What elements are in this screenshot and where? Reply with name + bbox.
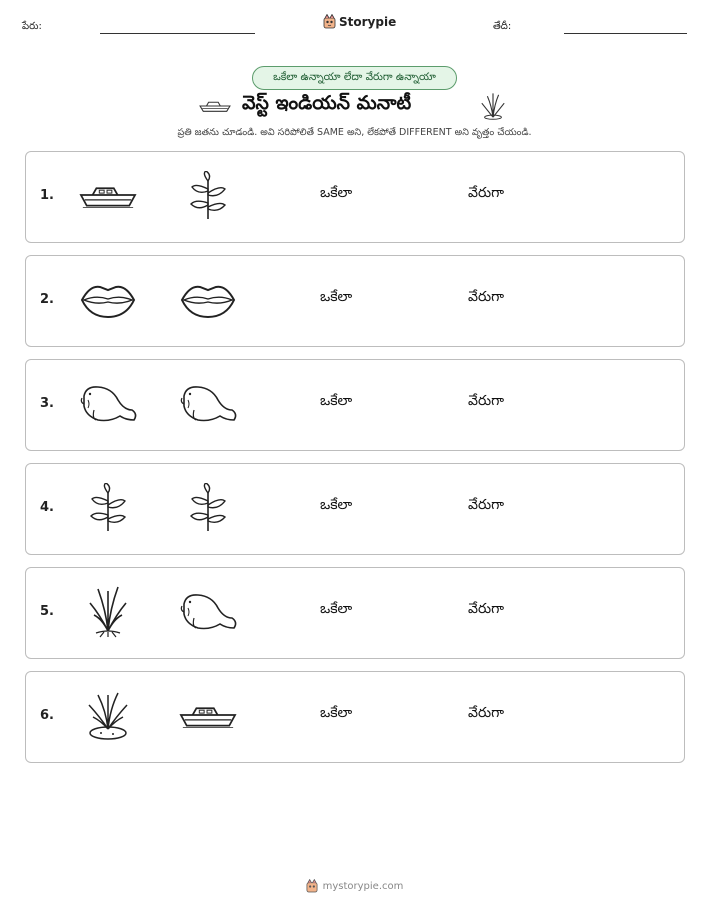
brand <box>323 14 396 29</box>
page-title: వెస్ట్ ఇండియన్ మనాటీ <box>242 92 412 114</box>
storypie-logo-icon <box>323 14 336 29</box>
same-option[interactable]: ఒకేలా <box>320 497 353 513</box>
activity-type-pill: ఒకేలా ఉన్నాయా లేదా వేరుగా ఉన్నాయా <box>252 66 457 90</box>
boat-icon <box>178 688 238 744</box>
footer-url[interactable]: mystorypie.com <box>322 880 404 892</box>
same-option[interactable]: ఒకేలా <box>320 601 353 617</box>
boat-icon <box>78 168 138 224</box>
different-option[interactable]: వేరుగా <box>468 497 504 513</box>
different-option[interactable]: వేరుగా <box>468 289 504 305</box>
different-option[interactable]: వేరుగా <box>468 185 504 201</box>
question-number: 6. <box>40 708 54 723</box>
title-row <box>0 92 709 120</box>
question-number: 2. <box>40 292 54 307</box>
leaf-icon <box>178 480 238 536</box>
question-card <box>25 671 685 763</box>
question-number: 5. <box>40 604 54 619</box>
name-line[interactable] <box>100 33 255 34</box>
date-label: తేదీ: <box>493 21 512 32</box>
manatee-icon <box>78 376 138 432</box>
boat-icon <box>199 98 231 114</box>
seagrass-icon <box>78 584 138 640</box>
leaf-icon <box>78 480 138 536</box>
question-number: 3. <box>40 396 54 411</box>
same-option[interactable]: ఒకేలా <box>320 393 353 409</box>
question-card <box>25 567 685 659</box>
storypie-logo-icon <box>306 879 318 893</box>
question-number: 4. <box>40 500 54 515</box>
brand-name: Storypie <box>339 14 397 29</box>
manatee-icon <box>178 376 238 432</box>
worksheet-header <box>0 14 709 38</box>
same-option[interactable]: ఒకేలా <box>320 705 353 721</box>
different-option[interactable]: వేరుగా <box>468 393 504 409</box>
different-option[interactable]: వేరుగా <box>468 601 504 617</box>
question-card <box>25 151 685 243</box>
seagrass-icon <box>479 92 507 120</box>
footer <box>0 879 709 893</box>
seagrass-clump-icon <box>78 688 138 744</box>
instructions: ప్రతి జతను చూడండి. అవి సరిపోలితే SAME అని, లేకపోతే DIFFERENT అని వృత్తం చేయండి. <box>177 127 532 138</box>
different-option[interactable]: వేరుగా <box>468 705 504 721</box>
question-card <box>25 255 685 347</box>
name-label: పేరు: <box>22 21 42 32</box>
same-option[interactable]: ఒకేలా <box>320 185 353 201</box>
question-card <box>25 359 685 451</box>
same-option[interactable]: ఒకేలా <box>320 289 353 305</box>
question-number: 1. <box>40 188 54 203</box>
lips-icon <box>78 272 138 328</box>
question-card <box>25 463 685 555</box>
manatee-icon <box>178 584 238 640</box>
lips-icon <box>178 272 238 328</box>
date-line[interactable] <box>564 33 687 34</box>
leaf-icon <box>178 168 238 224</box>
